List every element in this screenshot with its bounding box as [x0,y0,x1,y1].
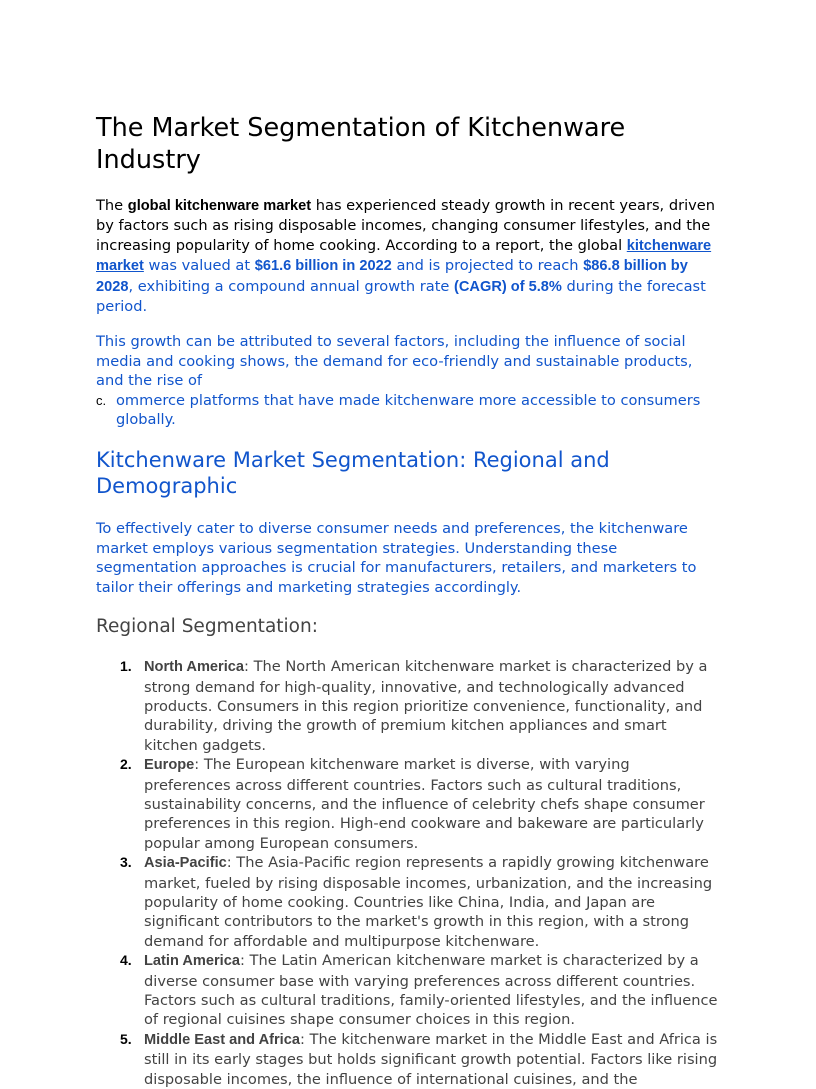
subsection-heading: Regional Segmentation: [96,616,318,638]
growth-list-item [96,391,720,430]
intro-text-4: and is projected to reach [391,257,584,275]
intro-text-6: during the forecast period. [96,277,706,316]
intro-text-3: was valued at [143,257,255,275]
list-number: 3. [120,854,132,871]
intro-text-2: has experienced steady growth in recent years, driven by factors such as rising disposable incomes, changing consumer lifestyles, and the increasing popularity of home cooking. According to a report, the global [96,197,716,254]
intro-text-1: The [96,197,128,214]
section-paragraph: To effectively cater to diverse consumer needs and preferences, the kitchenware market employs various segmentation strategies. Understanding these segmentation approaches is crucial for manufacturers, retailers, and marketers to tailor their offerings and marketing strategies accordingly. [96,520,697,596]
list-item [96,657,720,755]
intro-paragraph [96,196,720,316]
region-name: Latin America [144,953,240,970]
region-name: Middle East and Africa [144,1031,300,1048]
list-number: 2. [120,756,132,773]
region-description: : The Latin American kitchenware market is characterized by a diverse consumer base with varying preferences across different countries. Factors such as cultural traditions, family-oriented lifestyles, and the influence of regional cuisines shape consumer choices in this region. [144,952,718,1029]
region-description: : The kitchenware market in the Middle East and Africa is still in its early stages but holds significant growth potential. Factors like rising disposable incomes, the influence of international cuisines, and the [144,1030,718,1088]
intro-bold-global-market: global kitchenware market [127,198,312,214]
intro-bold-cagr: (CAGR) of 5.8% [454,278,562,295]
region-name: Asia-Pacific [144,855,227,872]
intro-text-5: , exhibiting a compound annual growth rate [128,277,455,295]
kitchenware-market-link[interactable]: kitchenware market [96,237,712,275]
growth-paragraph: This growth can be attributed to several factors, including the influence of social media and cooking shows, the demand for eco-friendly and sustainable products, and the rise of [96,333,693,390]
list-marker: c. [96,392,107,408]
region-description: : The Asia-Pacific region represents a rapidly growing kitchenware market, fueled by rising disposable incomes, urbanization, and the increasing popularity of home cooking. Countries like China, India, and Japan are significant contributors to the market's growth in this region, with a strong demand for affordable and multipurpose kitchenware. [144,854,713,950]
intro-bold-2022-value: $61.6 billion in 2022 [254,258,392,275]
region-name: North America [144,659,245,676]
intro-bold-2028-value: $86.8 billion by 2028 [96,258,688,295]
list-item [96,951,720,1030]
regions-list [96,657,720,1089]
section-heading: Kitchenware Market Segmentation: Regional and Demographic [96,448,610,499]
region-description: : The European kitchenware market is diverse, with varying preferences across different countries. Factors such as cultural traditions, sustainability concerns, and the influence of celebrity chefs shape consumer preferences in this region. High-end cookware and bakeware are particularly popular among European consumers. [144,756,705,852]
list-number: 5. [120,1030,132,1047]
list-item [96,1030,720,1089]
document-title: The Market Segmentation of Kitchenware Industry [96,113,626,175]
document-page [96,112,720,1089]
list-item [96,755,720,853]
region-description: : The North American kitchenware market is characterized by a strong demand for high-quality, innovative, and technologically advanced products. Consumers in this region prioritize convenience, functionality, and durability, driving the growth of premium kitchen appliances and smart kitchen gadgets. [144,658,708,754]
growth-list-text: ommerce platforms that have made kitchenware more accessible to consumers globally. [116,391,701,429]
region-name: Europe [144,757,195,774]
list-number: 4. [120,952,132,969]
list-item [96,853,720,951]
list-number: 1. [120,658,132,675]
